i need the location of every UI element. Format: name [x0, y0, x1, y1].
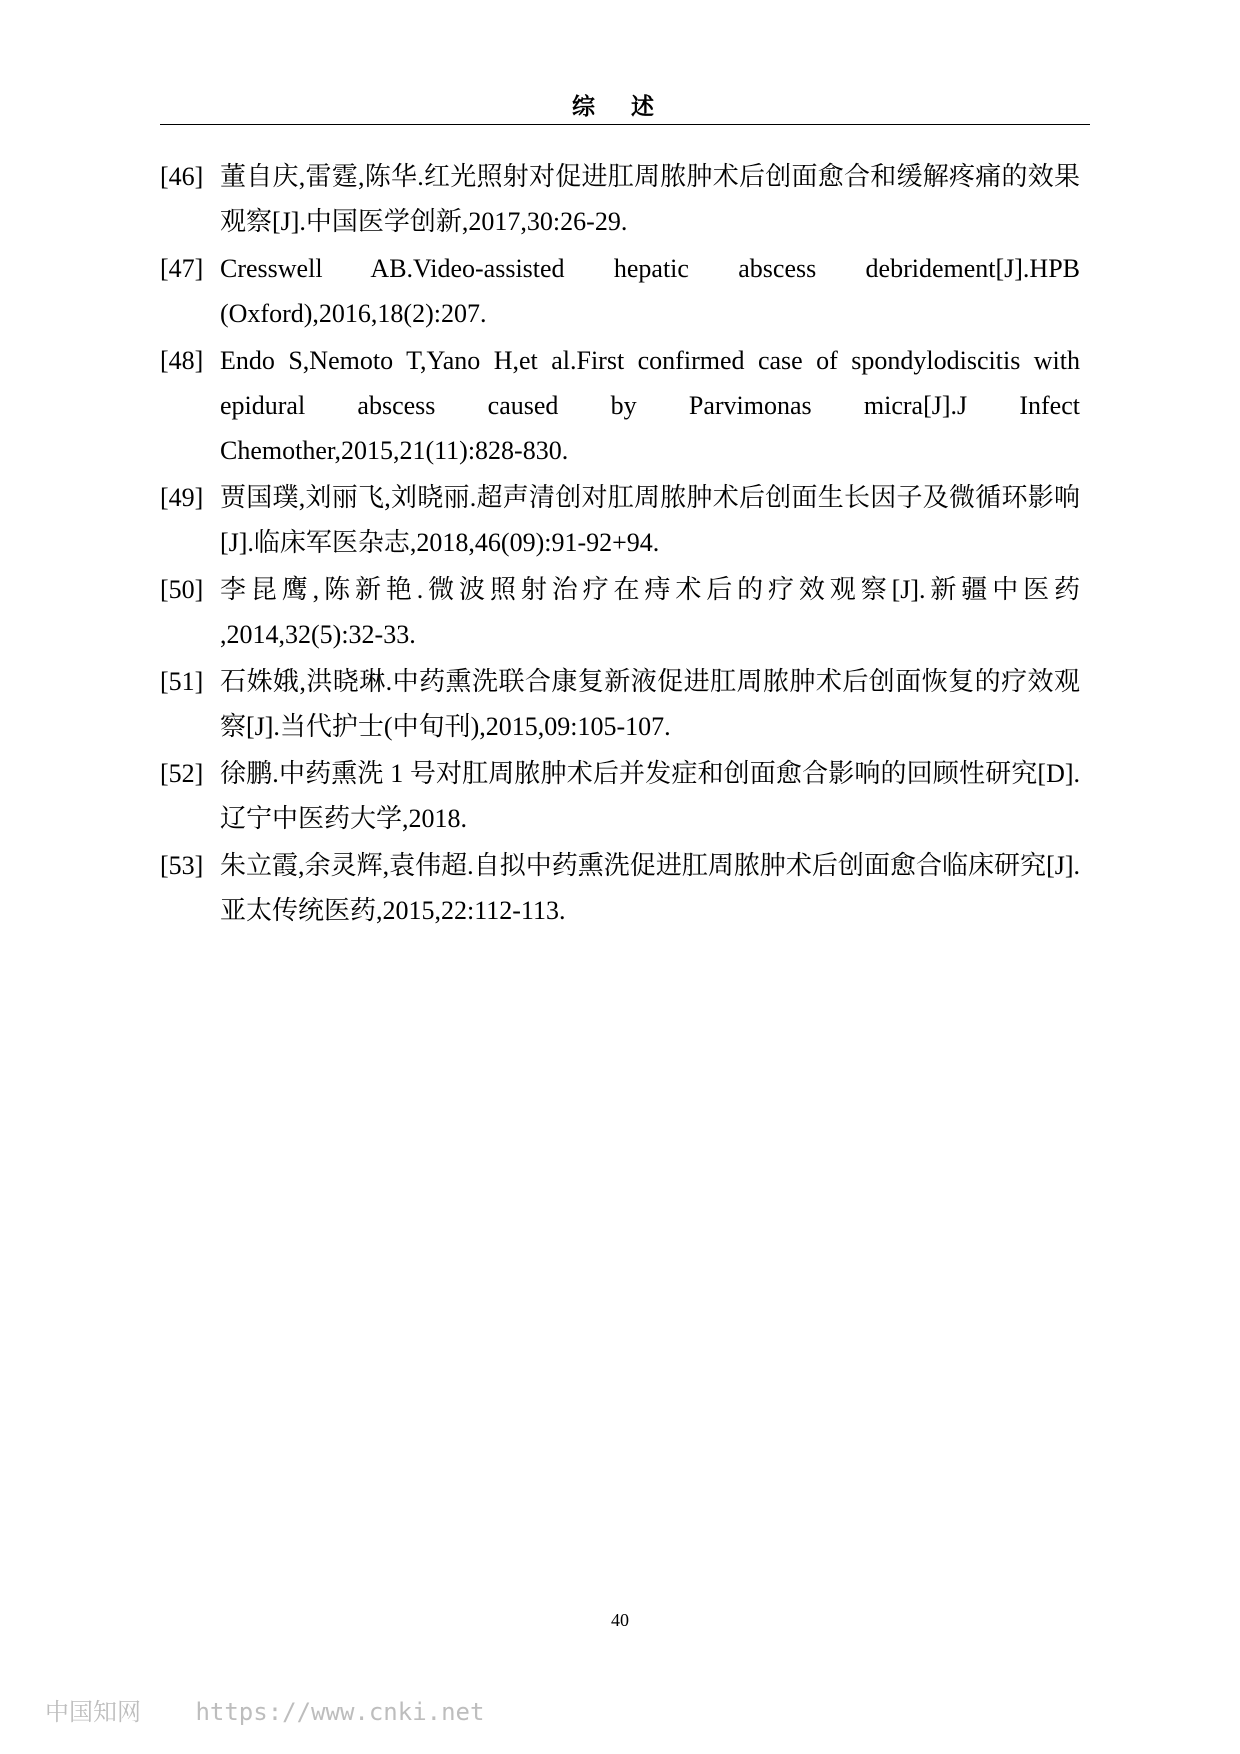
- page-number: 40: [611, 1610, 629, 1630]
- reference-item: [160, 659, 1080, 749]
- reference-item: [160, 843, 1080, 933]
- reference-item: [160, 475, 1080, 565]
- reference-text: 李昆鹰,陈新艳.微波照射治疗在痔术后的疗效观察[J].新疆中医药 ,2014,32(5):32-33.: [220, 575, 1080, 649]
- header-divider: [160, 124, 1090, 125]
- reference-list: [160, 154, 1080, 935]
- reference-text: Endo S,Nemoto T,Yano H,et al.First confirmed case of spondylodiscitis with epidural abscess caused by Parvimonas micra[J].J Infect Chemother,2015,21(11):828-830.: [220, 346, 1080, 465]
- reference-text: Cresswell AB.Video-assisted hepatic abscess debridement[J].HPB (Oxford),2016,18(2):207.: [220, 254, 1080, 328]
- watermark-url: https://www.cnki.net: [195, 1698, 485, 1726]
- reference-text: 徐鹏.中药熏洗 1 号对肛周脓肿术后并发症和创面愈合影响的回顾性研究[D].辽宁中医药大学,2018.: [220, 759, 1080, 833]
- reference-item: [160, 154, 1080, 244]
- reference-text: 董自庆,雷霆,陈华.红光照射对促进肛周脓肿术后创面愈合和缓解疼痛的效果观察[J].中国医学创新,2017,30:26-29.: [220, 162, 1080, 236]
- reference-text: 石姝娥,洪晓琳.中药熏洗联合康复新液促进肛周脓肿术后创面恢复的疗效观察[J].当代护士(中旬刊),2015,09:105-107.: [220, 667, 1080, 741]
- reference-item: [160, 338, 1080, 473]
- reference-number: [50]: [160, 575, 204, 604]
- reference-number: [48]: [160, 346, 204, 375]
- reference-number: [47]: [160, 254, 204, 283]
- reference-number: [49]: [160, 483, 204, 512]
- reference-item: [160, 246, 1080, 336]
- page-header-title: 综 述: [571, 94, 668, 120]
- reference-item: [160, 751, 1080, 841]
- reference-item: [160, 567, 1080, 657]
- reference-text: 贾国璞,刘丽飞,刘晓丽.超声清创对肛周脓肿术后创面生长因子及微循环影响[J].临床军医杂志,2018,46(09):91-92+94.: [220, 483, 1080, 557]
- reference-number: [52]: [160, 759, 204, 788]
- cnki-watermark: [45, 1692, 484, 1727]
- reference-number: [51]: [160, 667, 204, 696]
- reference-text: 朱立霞,余灵辉,袁伟超.自拟中药熏洗促进肛周脓肿术后创面愈合临床研究[J].亚太传统医药,2015,22:112-113.: [220, 851, 1080, 925]
- reference-number: [46]: [160, 162, 204, 191]
- reference-number: [53]: [160, 851, 204, 880]
- watermark-site-name: 中国知网: [45, 1698, 141, 1726]
